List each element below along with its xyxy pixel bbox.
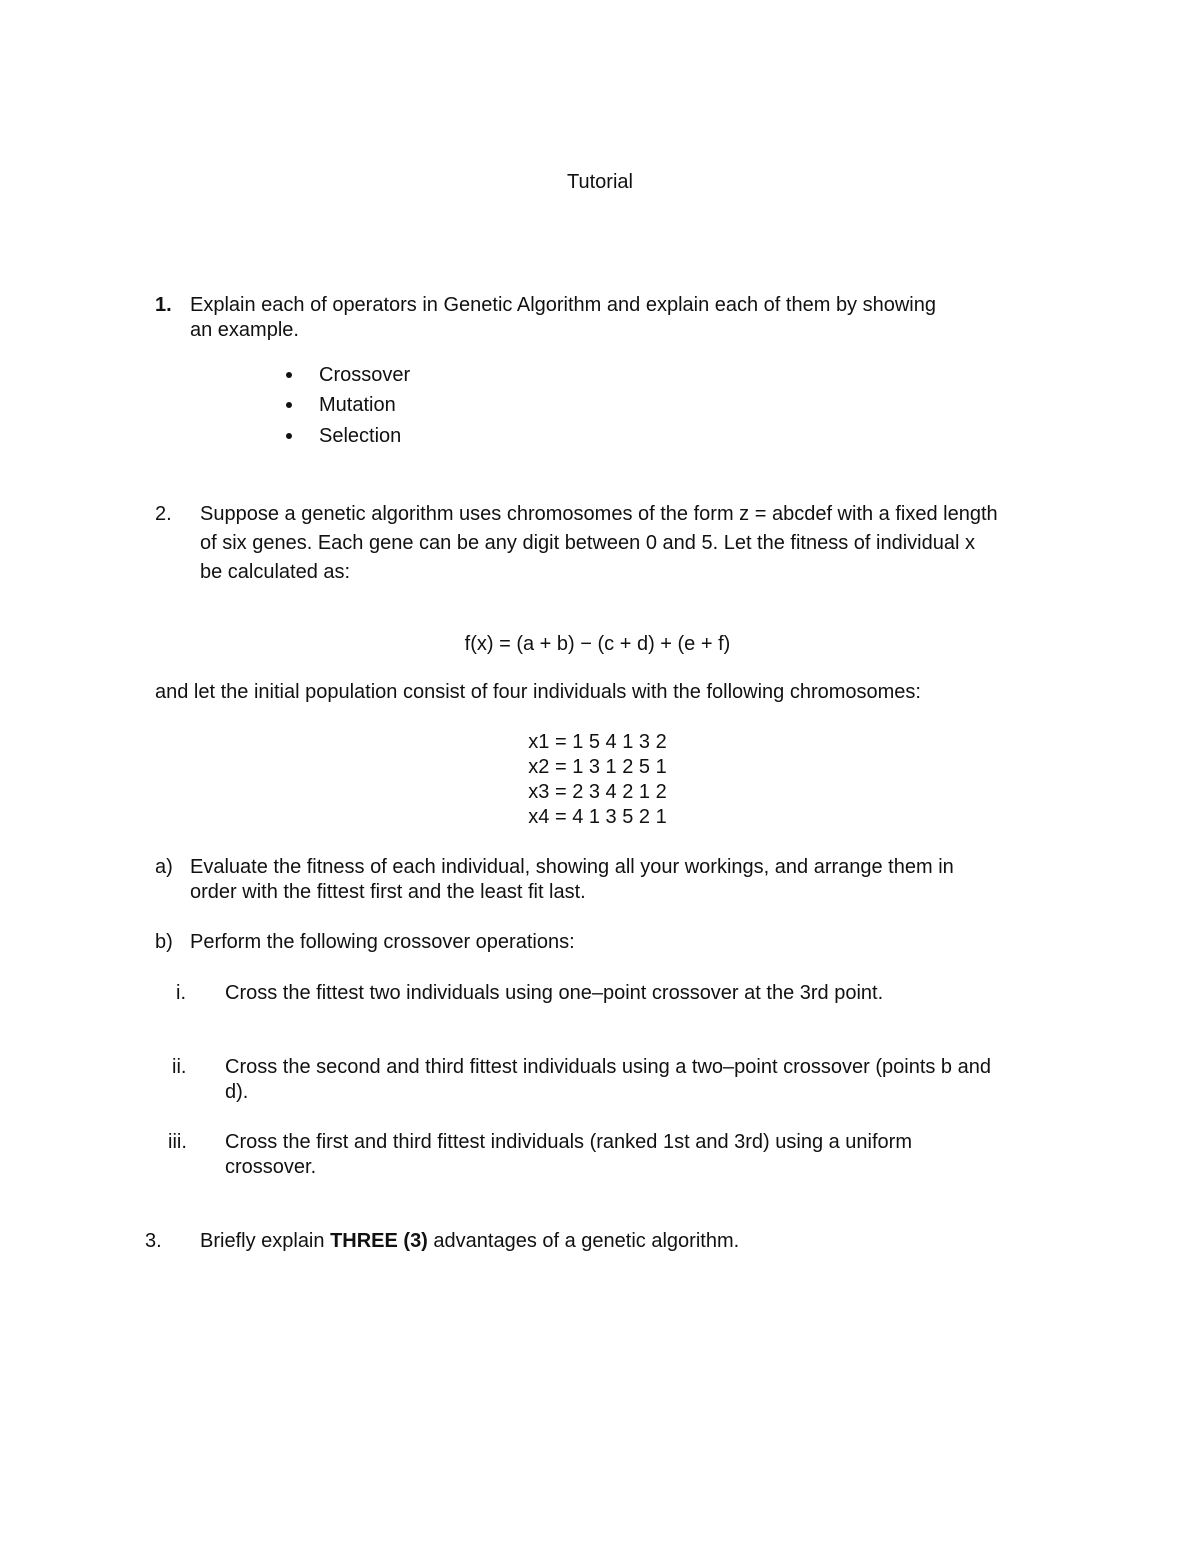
question-2-line-1: Suppose a genetic algorithm uses chromosomes of the form z = abcdef with a fixed length — [200, 503, 998, 525]
question-3-text — [200, 1229, 739, 1254]
bullet-item-mutation: Mutation — [319, 394, 396, 416]
part-b-iii-line-2: crossover. — [225, 1156, 317, 1178]
bullet-item-selection: Selection — [319, 425, 402, 447]
bullet-icon — [286, 372, 292, 378]
question-2-line-3: be calculated as: — [200, 561, 351, 583]
bullet-icon — [286, 402, 292, 408]
part-b-ii-line-1: Cross the second and third fittest individuals using a two–point crossover (points b and — [225, 1056, 991, 1078]
population-intro: and let the initial population consist of four individuals with the following chromosomes: — [155, 681, 921, 703]
chromosome-x2: x2 = 1 3 1 2 5 1 — [528, 756, 667, 778]
question-3-text-before: Briefly explain — [200, 1230, 331, 1252]
part-b-label: b) — [155, 931, 173, 953]
chromosome-x3: x3 = 2 3 4 2 1 2 — [528, 781, 667, 803]
question-1-line-2: an example. — [190, 319, 299, 341]
bullet-icon — [286, 433, 292, 439]
question-3-number: 3. — [145, 1230, 162, 1252]
page-title: Tutorial — [567, 171, 633, 193]
fitness-formula: f(x) = (a + b) − (c + d) + (e + f) — [464, 633, 731, 655]
part-a-line-1: Evaluate the fitness of each individual, showing all your workings, and arrange them in — [190, 856, 954, 878]
question-2-number: 2. — [155, 503, 172, 525]
chromosome-x1: x1 = 1 5 4 1 3 2 — [528, 731, 667, 753]
chromosome-x4: x4 = 4 1 3 5 2 1 — [528, 806, 667, 828]
part-a-line-2: order with the fittest first and the least fit last. — [190, 881, 586, 903]
part-b-iii-line-1: Cross the first and third fittest individuals (ranked 1st and 3rd) using a uniform — [225, 1131, 912, 1153]
bullet-item-crossover: Crossover — [319, 364, 411, 386]
part-b-iii-label: iii. — [168, 1131, 187, 1153]
question-2-line-2: of six genes. Each gene can be any digit between 0 and 5. Let the fitness of individual x — [200, 532, 975, 554]
part-b-ii-label: ii. — [172, 1056, 187, 1078]
part-a-label: a) — [155, 856, 173, 878]
part-b-ii-line-2: d). — [225, 1081, 249, 1103]
part-b-text: Perform the following crossover operations: — [190, 931, 575, 953]
part-b-i-label: i. — [176, 982, 186, 1004]
question-1-line-1: Explain each of operators in Genetic Algorithm and explain each of them by showing — [190, 294, 936, 316]
part-b-i-line-1: Cross the fittest two individuals using one–point crossover at the 3rd point. — [225, 982, 884, 1004]
question-3-emphasis: THREE (3) — [330, 1230, 428, 1252]
question-3-text-after: advantages of a genetic algorithm. — [427, 1230, 740, 1252]
question-1-number: 1. — [155, 294, 172, 316]
